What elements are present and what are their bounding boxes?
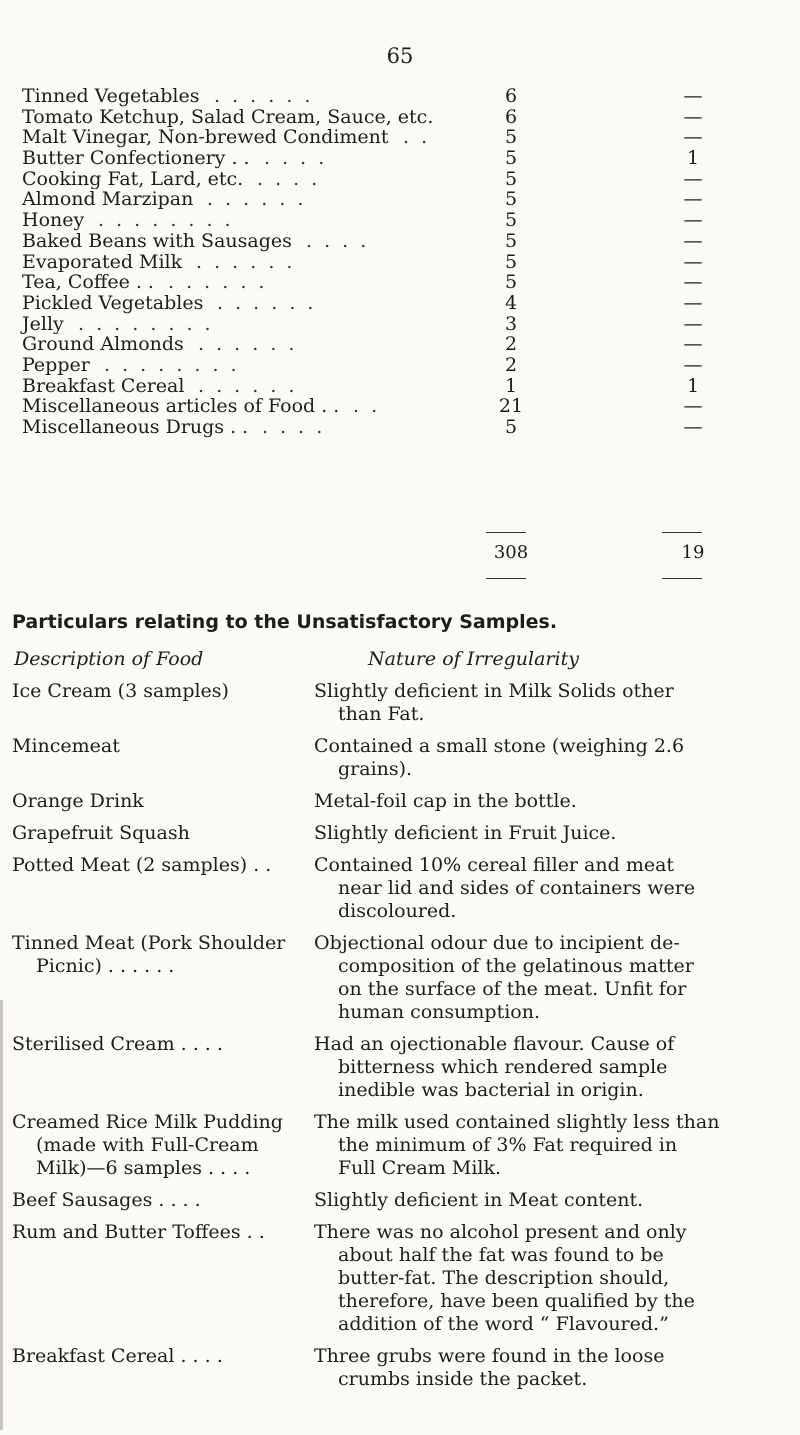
page-number: 65 [386, 44, 414, 68]
food-name: Pickled Vegetables [22, 293, 207, 314]
food-description-line: Mincemeat [12, 735, 120, 757]
food-description [12, 1189, 302, 1212]
sample-row [22, 334, 782, 355]
food-name: Miscellaneous Drugs . . [22, 417, 252, 438]
unsatisfactory-count: — [683, 188, 703, 211]
food-name: Tomato Ketchup, Salad Cream, Sauce, etc. [22, 107, 437, 128]
sample-row [22, 169, 782, 190]
total-unsatisfactory: 19 [681, 542, 705, 563]
food-description-line: Milk)—6 samples . . . . [36, 1157, 251, 1179]
food-description-line: Orange Drink [12, 790, 144, 812]
samples-count: 6 [504, 85, 518, 107]
unsatisfactory-entry [12, 822, 792, 854]
irregularity-line: bitterness which rendered sample [338, 1056, 668, 1078]
food-description-line: Breakfast Cereal . . . . [12, 1345, 223, 1367]
irregularity-description [314, 1111, 786, 1180]
samples-count: 5 [504, 167, 518, 190]
unsatisfactory-count: 1 [686, 374, 700, 397]
sample-row [22, 127, 782, 148]
irregularity-line: The milk used contained slightly less than [314, 1111, 720, 1133]
samples-count: 2 [504, 333, 518, 356]
food-description [12, 680, 302, 703]
irregularity-line: grains). [338, 758, 413, 780]
samples-count: 5 [504, 416, 518, 438]
unsatisfactory-count: — [683, 167, 703, 190]
unsatisfactory-count: 1 [686, 147, 700, 170]
sample-row [22, 272, 782, 293]
irregularity-line: on the surface of the meat. Unfit for [338, 978, 687, 1000]
sample-row [22, 396, 782, 417]
samples-count: 5 [504, 271, 518, 294]
sample-row [22, 148, 782, 169]
food-description [12, 790, 302, 813]
dot-leader: . . . . . . . . [98, 209, 234, 232]
dot-leader: . . . . [262, 416, 326, 438]
unsatisfactory-entry [12, 1345, 792, 1400]
irregularity-line: Three grubs were found in the loose [314, 1345, 665, 1367]
dot-leader: . . . . . . [168, 271, 268, 294]
totals-rule-top-unsat [662, 532, 702, 533]
sample-row [22, 376, 782, 397]
sample-row [22, 314, 782, 335]
unsatisfactory-samples-list [12, 680, 792, 1400]
dot-leader: . . . . . . . . [104, 353, 240, 376]
food-name: Jelly [22, 314, 68, 335]
samples-count: 5 [504, 229, 518, 252]
unsatisfactory-count: — [683, 271, 703, 294]
irregularity-line: Full Cream Milk. [338, 1157, 502, 1179]
food-name: Miscellaneous articles of Food . . [22, 396, 343, 417]
food-name: Tea, Coffee . . [22, 272, 158, 293]
dot-leader: . . . . . . [214, 85, 314, 107]
unsatisfactory-entry [12, 680, 792, 735]
sample-row [22, 417, 782, 438]
irregularity-description [314, 1189, 786, 1212]
irregularity-line: Contained a small stone (weighing 2.6 [314, 735, 685, 757]
food-description [12, 735, 302, 758]
unsatisfactory-count: — [683, 250, 703, 273]
food-description-line: (made with Full-Cream [36, 1134, 259, 1156]
unsatisfactory-count: — [683, 126, 703, 149]
dot-leader: . . . . [306, 229, 370, 252]
irregularity-line: crumbs inside the packet. [338, 1368, 588, 1390]
irregularity-line: near lid and sides of containers were [338, 877, 696, 899]
food-description-line: Tinned Meat (Pork Shoulder [12, 932, 286, 954]
unsatisfactory-entry [12, 854, 792, 932]
irregularity-line: therefore, have been qualified by the [338, 1290, 695, 1312]
food-description-line: Ice Cream (3 samples) [12, 680, 229, 702]
food-description [12, 1345, 302, 1368]
sample-row [22, 355, 782, 376]
irregularity-line: composition of the gelatinous matter [338, 955, 694, 977]
irregularity-line: addition of the word “ Flavoured.” [338, 1313, 669, 1335]
column-header-nature: Nature of Irregularity [368, 648, 579, 670]
irregularity-line: discoloured. [338, 900, 457, 922]
irregularity-line: Had an ojectionable flavour. Cause of [314, 1033, 675, 1055]
samples-count: 21 [498, 395, 524, 418]
irregularity-description [314, 680, 786, 726]
irregularity-line: Metal-foil cap in the bottle. [314, 790, 577, 812]
unsatisfactory-count: — [683, 312, 703, 335]
irregularity-description [314, 1221, 786, 1336]
dot-leader: . . . . . . . . [78, 312, 214, 335]
unsatisfactory-entry [12, 790, 792, 822]
food-name: Almond Marzipan [22, 189, 197, 210]
totals-row [22, 542, 782, 566]
samples-count: 6 [504, 105, 518, 128]
unsatisfactory-count: — [683, 395, 703, 418]
unsatisfactory-entry [12, 1033, 792, 1111]
irregularity-line: than Fat. [338, 703, 425, 725]
irregularity-line: butter-fat. The description should, [338, 1267, 670, 1289]
sample-row [22, 231, 782, 252]
food-description [12, 932, 302, 978]
totals-rule-bottom-unsat [662, 578, 702, 579]
food-description-line: Potted Meat (2 samples) . . [12, 854, 272, 876]
unsatisfactory-count: — [683, 105, 703, 128]
food-description [12, 1111, 302, 1180]
dot-leader: . . . . [264, 147, 328, 170]
samples-count: 5 [504, 147, 518, 170]
page-edge-shadow [0, 1000, 3, 1430]
food-description-line: Creamed Rice Milk Pudding [12, 1111, 283, 1133]
irregularity-description [314, 854, 786, 923]
irregularity-line: Objectional odour due to incipient de- [314, 932, 680, 954]
total-count: 308 [493, 542, 529, 563]
food-description-line: Grapefruit Squash [12, 822, 190, 844]
unsatisfactory-count: — [683, 229, 703, 252]
food-description-line: Picnic) . . . . . . [36, 955, 175, 977]
sample-row [22, 86, 782, 107]
food-description [12, 1221, 302, 1244]
irregularity-description [314, 735, 786, 781]
unsatisfactory-entry [12, 1189, 792, 1221]
sample-count-table [22, 86, 782, 438]
irregularity-line: Slightly deficient in Fruit Juice. [314, 822, 617, 844]
dot-leader: . . . . . . [196, 250, 296, 273]
sample-row [22, 107, 782, 128]
food-name: Breakfast Cereal [22, 376, 188, 397]
irregularity-line: about half the fat was found to be [338, 1244, 664, 1266]
irregularity-line: the minimum of 3% Fat required in [338, 1134, 678, 1156]
totals-rule-bottom-count [486, 578, 526, 579]
samples-count: 5 [504, 188, 518, 211]
irregularity-description [314, 1345, 786, 1391]
irregularity-line: There was no alcohol present and only [314, 1221, 687, 1243]
samples-count: 5 [504, 209, 518, 232]
food-name: Butter Confectionery . . [22, 148, 254, 169]
irregularity-line: inedible was bacterial in origin. [338, 1079, 644, 1101]
food-name: Honey [22, 210, 88, 231]
food-description [12, 854, 302, 877]
dot-leader: . . . . . . [198, 374, 298, 397]
samples-count: 5 [504, 250, 518, 273]
unsatisfactory-count: — [683, 85, 703, 107]
irregularity-line: Slightly deficient in Milk Solids other [314, 680, 674, 702]
irregularity-description [314, 1033, 786, 1102]
samples-count: 4 [504, 291, 518, 314]
irregularity-description [314, 822, 786, 845]
food-description-line: Sterilised Cream . . . . [12, 1033, 223, 1055]
samples-count: 3 [504, 312, 518, 335]
samples-count: 5 [504, 126, 518, 149]
unsatisfactory-entry [12, 735, 792, 790]
unsatisfactory-entry [12, 1111, 792, 1189]
unsatisfactory-count: — [683, 416, 703, 438]
food-description-line: Beef Sausages . . . . [12, 1189, 201, 1211]
food-name: Pepper [22, 355, 94, 376]
irregularity-line: Slightly deficient in Meat content. [314, 1189, 644, 1211]
samples-count: 2 [504, 353, 518, 376]
dot-leader: . . . . . . [207, 188, 307, 211]
unsatisfactory-entry [12, 1221, 792, 1345]
food-name: Evaporated Milk [22, 252, 186, 273]
dot-leader: . . [353, 395, 381, 418]
food-name: Baked Beans with Sausages [22, 231, 296, 252]
food-description-line: Rum and Butter Toffees . . [12, 1221, 265, 1243]
food-description [12, 1033, 302, 1056]
sample-row [22, 210, 782, 231]
samples-count: 1 [504, 374, 518, 397]
unsatisfactory-count: — [683, 353, 703, 376]
food-name: Ground Almonds [22, 334, 188, 355]
dot-leader: . . . . [257, 167, 321, 190]
sample-row [22, 252, 782, 273]
irregularity-description [314, 790, 786, 813]
totals-rule-top-count [486, 532, 526, 533]
section-heading: Particulars relating to the Unsatisfactory Samples. [12, 611, 558, 633]
unsatisfactory-count: — [683, 291, 703, 314]
unsatisfactory-count: — [683, 333, 703, 356]
unsatisfactory-entry [12, 932, 792, 1033]
dot-leader: . . . . . . [198, 333, 298, 356]
dot-leader: . . [403, 126, 431, 149]
food-description [12, 822, 302, 845]
unsatisfactory-count: — [683, 209, 703, 232]
dot-leader: . . . . . . [217, 291, 317, 314]
food-name: Malt Vinegar, Non-brewed Condiment [22, 127, 393, 148]
sample-row [22, 293, 782, 314]
irregularity-line: Contained 10% cereal filler and meat [314, 854, 675, 876]
food-name: Cooking Fat, Lard, etc. [22, 169, 247, 190]
column-header-description: Description of Food [14, 648, 204, 670]
sample-row [22, 189, 782, 210]
food-name: Tinned Vegetables [22, 86, 204, 107]
irregularity-line: human consumption. [338, 1001, 541, 1023]
irregularity-description [314, 932, 786, 1024]
